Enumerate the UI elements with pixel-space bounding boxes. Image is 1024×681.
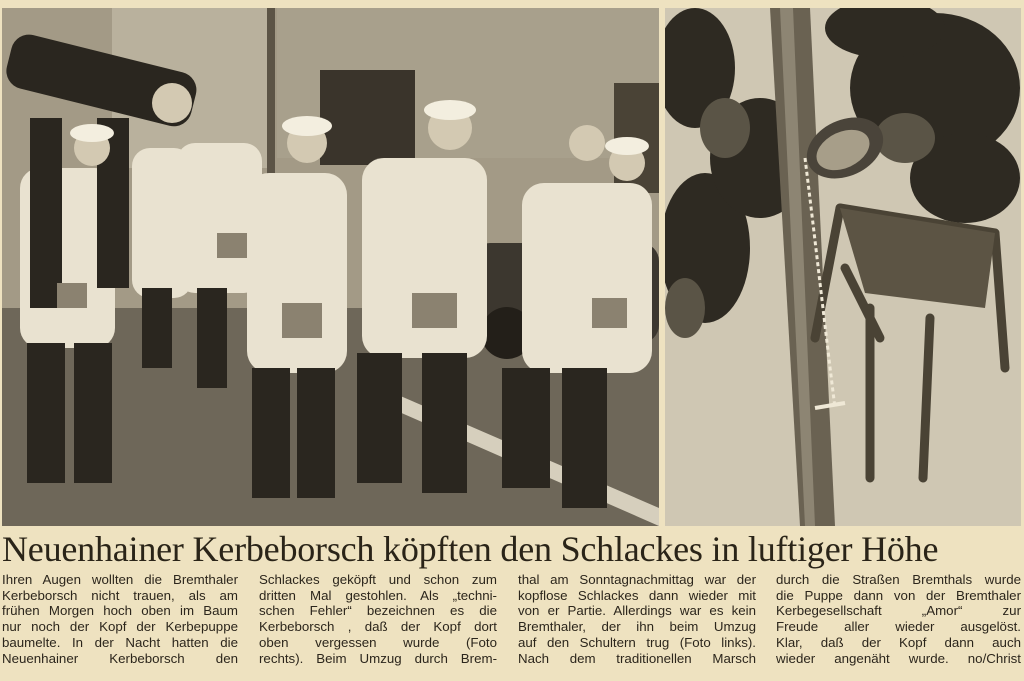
- article-line: Klar, daß der Kopf dann auch: [776, 634, 1021, 650]
- article-column-3: [518, 572, 756, 680]
- article-line: Schlackes geköpft und schon zum: [259, 572, 497, 587]
- article-line: wieder angenäht wurde. no/Christ: [776, 650, 1021, 666]
- article-line: Kerbeborsch nicht trauen, als am: [2, 587, 238, 603]
- article-line: dritten Mal gestohlen. Als „techni-: [259, 587, 497, 603]
- article-column-2: [259, 572, 497, 680]
- article-line: oben vergessen wurde (Foto: [259, 634, 497, 650]
- article-headline: Neuenhainer Kerbeborsch köpften den Schlackes in luftiger Höhe: [2, 529, 939, 569]
- article-line: auf den Schultern trug (Foto links).: [518, 634, 756, 650]
- article-line: Freude aller wieder ausgelöst.: [776, 619, 1021, 635]
- article-line: Bremthaler, der ihn beim Umzug: [518, 619, 756, 635]
- article-line: baumelte. In der Nacht hatten die: [2, 634, 238, 650]
- article-line: rechts). Beim Umzug durch Brem-: [259, 650, 497, 666]
- article-line: schen Fehler“ bezeichnen es die: [259, 603, 497, 619]
- article-line: Kerbeborsch , daß der Kopf dort: [259, 619, 497, 635]
- article-line: Ihren Augen wollten die Bremthaler: [2, 572, 238, 587]
- article-line: Nach dem traditionellen Marsch: [518, 650, 756, 666]
- article-line: durch die Straßen Bremthals wurde: [776, 572, 1021, 587]
- article-line: frühen Morgen hoch oben im Baum: [2, 603, 238, 619]
- article-line: Neuenhainer Kerbeborsch den: [2, 650, 238, 666]
- article-line: kopflose Schlackes dann wieder mit: [518, 587, 756, 603]
- article-line: die Puppe dann von der Bremthaler: [776, 587, 1021, 603]
- photo-parade: [2, 8, 659, 526]
- article-line: thal am Sonntagnachmittag war der: [518, 572, 756, 587]
- article-line: nur noch der Kopf der Kerbepuppe: [2, 619, 238, 635]
- article-column-4: [776, 572, 1021, 680]
- article-line: von er Partie. Allerdings war es kein: [518, 603, 756, 619]
- article-column-1: [2, 572, 238, 680]
- article-line: Kerbegesellschaft „Amor“ zur: [776, 603, 1021, 619]
- photo-tree-head: [665, 8, 1021, 526]
